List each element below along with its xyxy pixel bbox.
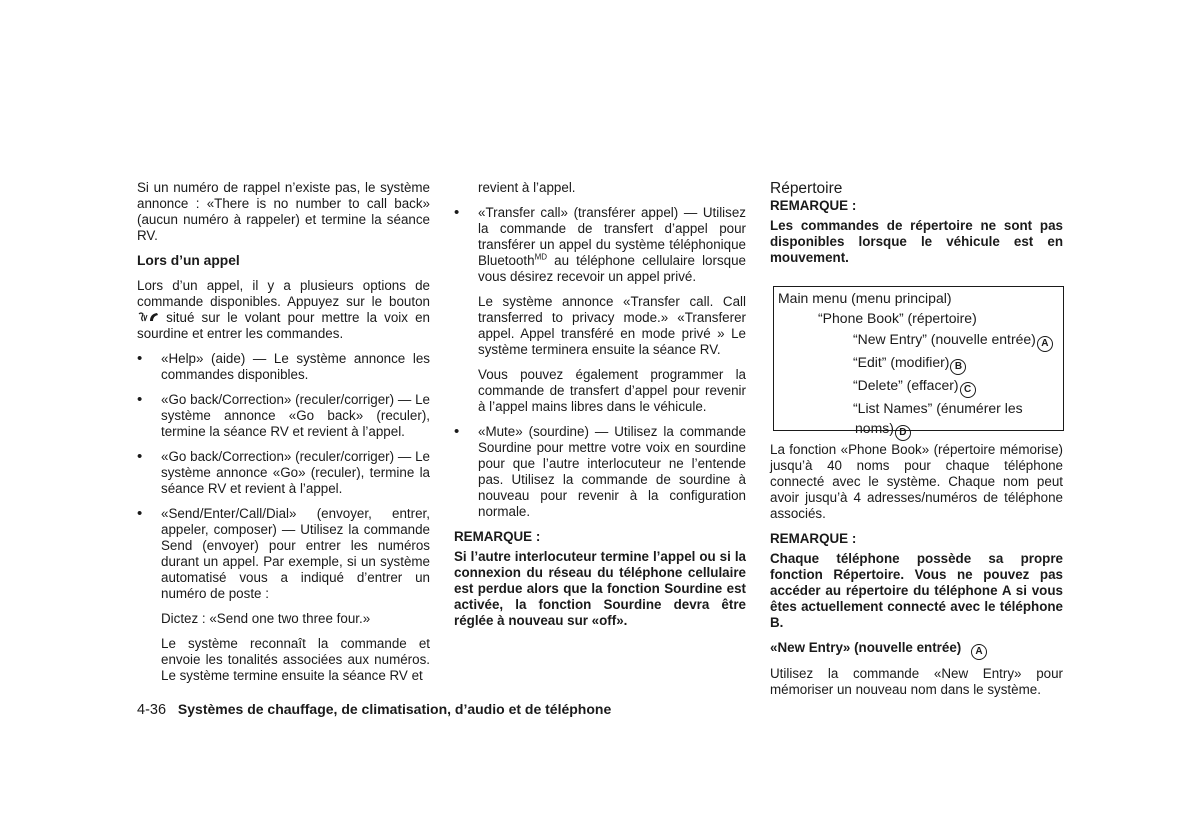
column-3-lower: [770, 442, 1063, 698]
menu-edit: “Edit” (modifier): [853, 353, 950, 370]
callout-badge-b: B: [950, 359, 966, 375]
example-text: Dictez : «Send one two three four.»: [161, 611, 371, 626]
paragraph-text: «Transfer call» (transférer appel) — Utilisez la commande de transfert d’appel pour transférer un appel du système téléphonique Bluetooth: [478, 205, 746, 268]
note-text: Chaque téléphone possède sa propre fonction Répertoire. Vous ne pouvez pas accéder au répertoire du téléphone A si vous êtes actuellement connecté avec le téléphone B.: [770, 551, 1063, 630]
section-heading: Lors d’un appel: [137, 253, 240, 268]
menu-delete: “Delete” (effacer): [853, 376, 959, 393]
paragraph: Vous pouvez également programmer la commande de transfert d’appel pour revenir à l’appel mains libres dans le véhicule.: [478, 367, 746, 414]
menu-phone-book: “Phone Book” (répertoire): [818, 310, 977, 327]
column-2: [454, 180, 746, 629]
menu-list-names-cont: noms): [855, 420, 894, 437]
paragraph: Si un numéro de rappel n’existe pas, le système annonce : «There is no number to call back» (aucun numéro à rappeler) et termine la séance RV.: [137, 180, 430, 243]
menu-line: [774, 288, 1063, 308]
list-item: • «Mute» (sourdine) — Utilisez la commande Sourdine pour mettre votre voix en sourdine pour que l’autre interlocuteur ne l’entende pas. Utilisez la commande de sourdine à nouveau pour revenir à la configuration normale.: [454, 424, 746, 520]
section-title: Répertoire: [770, 180, 843, 197]
paragraph-text: au téléphone cellulaire lorsque vous désirez recevoir un appel privé.: [478, 253, 746, 284]
list-item: • «Go back/Correction» (reculer/corriger) — Le système annonce «Go back» (reculer), termine la séance RV et revient à l’appel.: [137, 392, 430, 440]
list-item: [454, 205, 746, 285]
callout-badge-a: A: [971, 644, 987, 660]
note-label: REMARQUE :: [454, 529, 541, 544]
paragraph: Utilisez la commande «New Entry» pour mémoriser un nouveau nom dans le système.: [770, 666, 1063, 697]
menu-line: [774, 375, 1063, 398]
paragraph: Le système reconnaît la commande et envoie les tonalités associées aux numéros. Le système termine ensuite la séance RV et: [161, 636, 430, 683]
callout-badge-a: A: [1037, 336, 1053, 352]
page-footer: [137, 701, 611, 718]
paragraph: [137, 278, 430, 342]
note-label: REMARQUE :: [770, 198, 857, 213]
callout-badge-d: D: [895, 425, 911, 441]
menu-line: [774, 308, 1063, 328]
menu-line: [774, 398, 1063, 418]
subsection-heading: [770, 640, 1063, 660]
list-item: • «Go back/Correction» (reculer/corriger) — Le système annonce «Go» (reculer), termine la séance RV et revient à l’appel.: [137, 449, 430, 497]
menu-main: Main menu (menu principal): [778, 290, 952, 306]
menu-line: [774, 352, 1063, 375]
menu-line: [774, 418, 1063, 441]
menu-new-entry: “New Entry” (nouvelle entrée): [853, 330, 1036, 347]
trademark-sup: MD: [534, 252, 548, 262]
paragraph: Le système annonce «Transfer call. Call transferred to privacy mode.» «Transferer appel. Appel transféré en mode privé » Le système terminera ensuite la séance RV.: [478, 294, 746, 357]
chapter-title: Systèmes de chauffage, de climatisation, d’audio et de téléphone: [177, 701, 612, 717]
list-item: • «Help» (aide) — Le système annonce les commandes disponibles.: [137, 351, 430, 383]
paragraph-text: situé sur le volant pour mettre la voix en sourdine et entrer les commandes.: [137, 310, 430, 341]
list-item: • «Send/Enter/Call/Dial» (envoyer, entrer, appeler, composer) — Utilisez la commande Send (envoyer) pour entrer les numéros durant un appel. Par exemple, si un système automatisé vous a indiqué d’entrer un numéro de poste :: [137, 506, 430, 602]
paragraph: revient à l’appel.: [478, 180, 576, 195]
menu-line: [774, 329, 1063, 352]
paragraph: La fonction «Phone Book» (répertoire mémorise) jusqu’à 40 noms pour chaque téléphone connecté avec le système. Chaque nom peut avoir jusqu’à 4 adresses/numéros de téléphone associés.: [770, 442, 1063, 521]
note-text: Si l’autre interlocuteur termine l’appel ou si la connexion du réseau du téléphone cellulaire est perdue alors que la fonction Sourdine est activée, la fonction Sourdine devra être réglée à nouveau sur «off».: [454, 549, 746, 628]
column-3: [770, 181, 1063, 266]
paragraph-text: Lors d’un appel, il y a plusieurs options de commande disponibles. Appuyez sur le bouton: [137, 278, 430, 309]
callout-badge-c: C: [960, 382, 976, 398]
note-text: Les commandes de répertoire ne sont pas disponibles lorsque le véhicule est en mouvement.: [770, 218, 1063, 265]
note-label: REMARQUE :: [770, 531, 857, 546]
column-1: [137, 180, 430, 684]
voice-phone-button-icon: [137, 311, 159, 323]
menu-tree-box: [773, 286, 1064, 439]
page-number: 4-36: [137, 702, 167, 718]
subsection-heading-text: «New Entry» (nouvelle entrée): [770, 640, 962, 655]
menu-list-names: “List Names” (énumérer les: [853, 399, 1023, 416]
